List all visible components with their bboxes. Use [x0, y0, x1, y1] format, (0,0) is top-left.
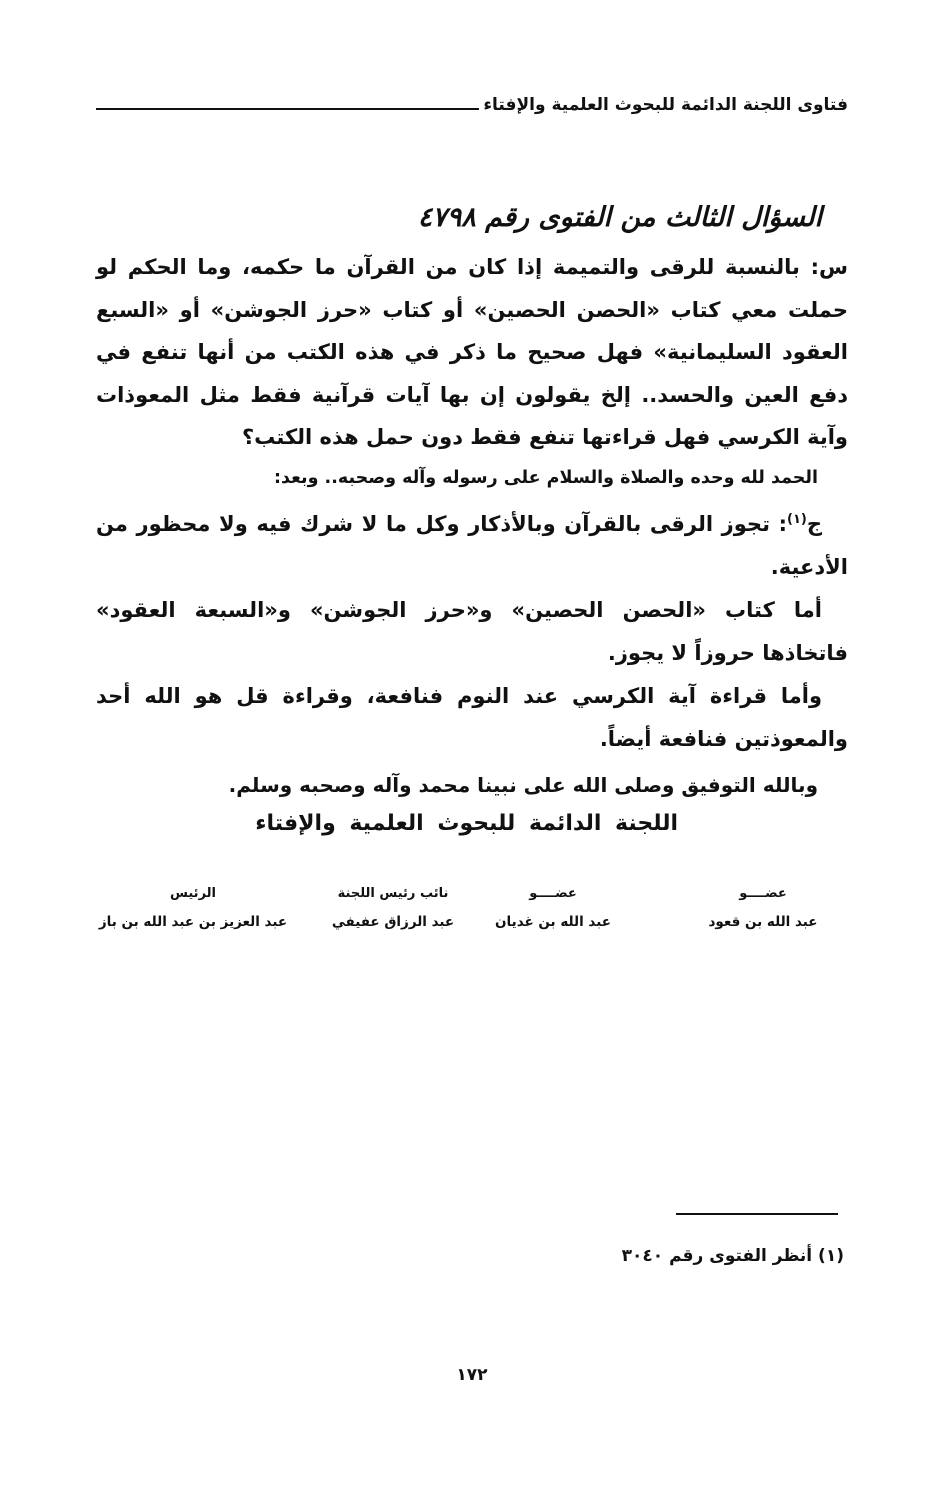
answer-paragraph-3: وأما قراءة آية الكرسي عند النوم فنافعة، وقراءة قل هو الله أحد والمعوذتين فنافعة أيضاً.: [96, 684, 848, 751]
answer-block: [96, 503, 848, 761]
signatory-name: عبد الله بن غديان: [495, 914, 611, 930]
signatory-role: عضــــو: [529, 886, 577, 901]
fatwa-title: السؤال الثالث من الفتوى رقم ٤٧٩٨: [417, 202, 822, 233]
running-title: فتاوى اللجنة الدائمة للبحوث العلمية والإفتاء: [483, 95, 848, 115]
answer-paragraph-1: [96, 503, 848, 589]
signatory-name: عبد العزيز بن عبد الله بن باز: [98, 914, 288, 930]
signatory-1: [678, 880, 848, 936]
signatory-name: عبد الله بن قعود: [708, 914, 818, 930]
footnote: (١) أنظر الفتوى رقم ٣٠٤٠: [621, 1246, 844, 1266]
signatory-role: عضــــو: [739, 886, 787, 901]
question-paragraph: س: بالنسبة للرقى والتميمة إذا كان من القرآن ما حكمه، وما الحكم لو حملت معي كتاب «الحصن الحصين» أو كتاب «حرز الجوشن» أو «السبع العقود السليمانية» فهل صحيح ما ذكر في هذه الكتب من أنها تنفع في دفع العين والحسد.. إلخ يقولون إن بها آيات قرآنية فقط مثل المعوذات وآية الكرسي فهل قراءتها تنفع فقط دون حمل هذه الكتب؟: [96, 255, 848, 449]
answer-text-1: : تجوز الرقى بالقرآن وبالأذكار وكل ما لا شرك فيه ولا محظور من الأدعية.: [96, 512, 848, 579]
answer-paragraph-2: أما كتاب «الحصن الحصين» و«حرز الجوشن» و«السبعة العقود» فاتخاذها حروزاً لا يجوز.: [96, 598, 848, 665]
committee-name: اللجنة الدائمة للبحوث العلمية والإفتاء: [255, 811, 678, 836]
signatory-role: نائب رئيس اللجنة: [337, 886, 449, 901]
signatory-2: [468, 880, 638, 936]
header-rule: [96, 108, 479, 110]
page-number: ١٧٢: [456, 1365, 488, 1385]
signatory-4: [98, 880, 288, 936]
footnote-reference[interactable]: (١): [787, 512, 807, 527]
signatory-role: الرئيس: [170, 886, 216, 901]
signatures: [96, 880, 848, 950]
signatory-name: عبد الرزاق عفيفي: [331, 914, 455, 930]
footnote-rule: [676, 1213, 838, 1215]
signatory-3: [318, 880, 468, 936]
running-header: [96, 86, 848, 116]
closing-line: وبالله التوفيق وصلى الله على نبينا محمد وآله وصحبه وسلم.: [228, 773, 818, 797]
answer-label: ج: [806, 512, 822, 536]
praise-line: الحمد لله وحده والصلاة والسلام على رسوله وآله وصحبه.. وبعد:: [274, 468, 818, 488]
